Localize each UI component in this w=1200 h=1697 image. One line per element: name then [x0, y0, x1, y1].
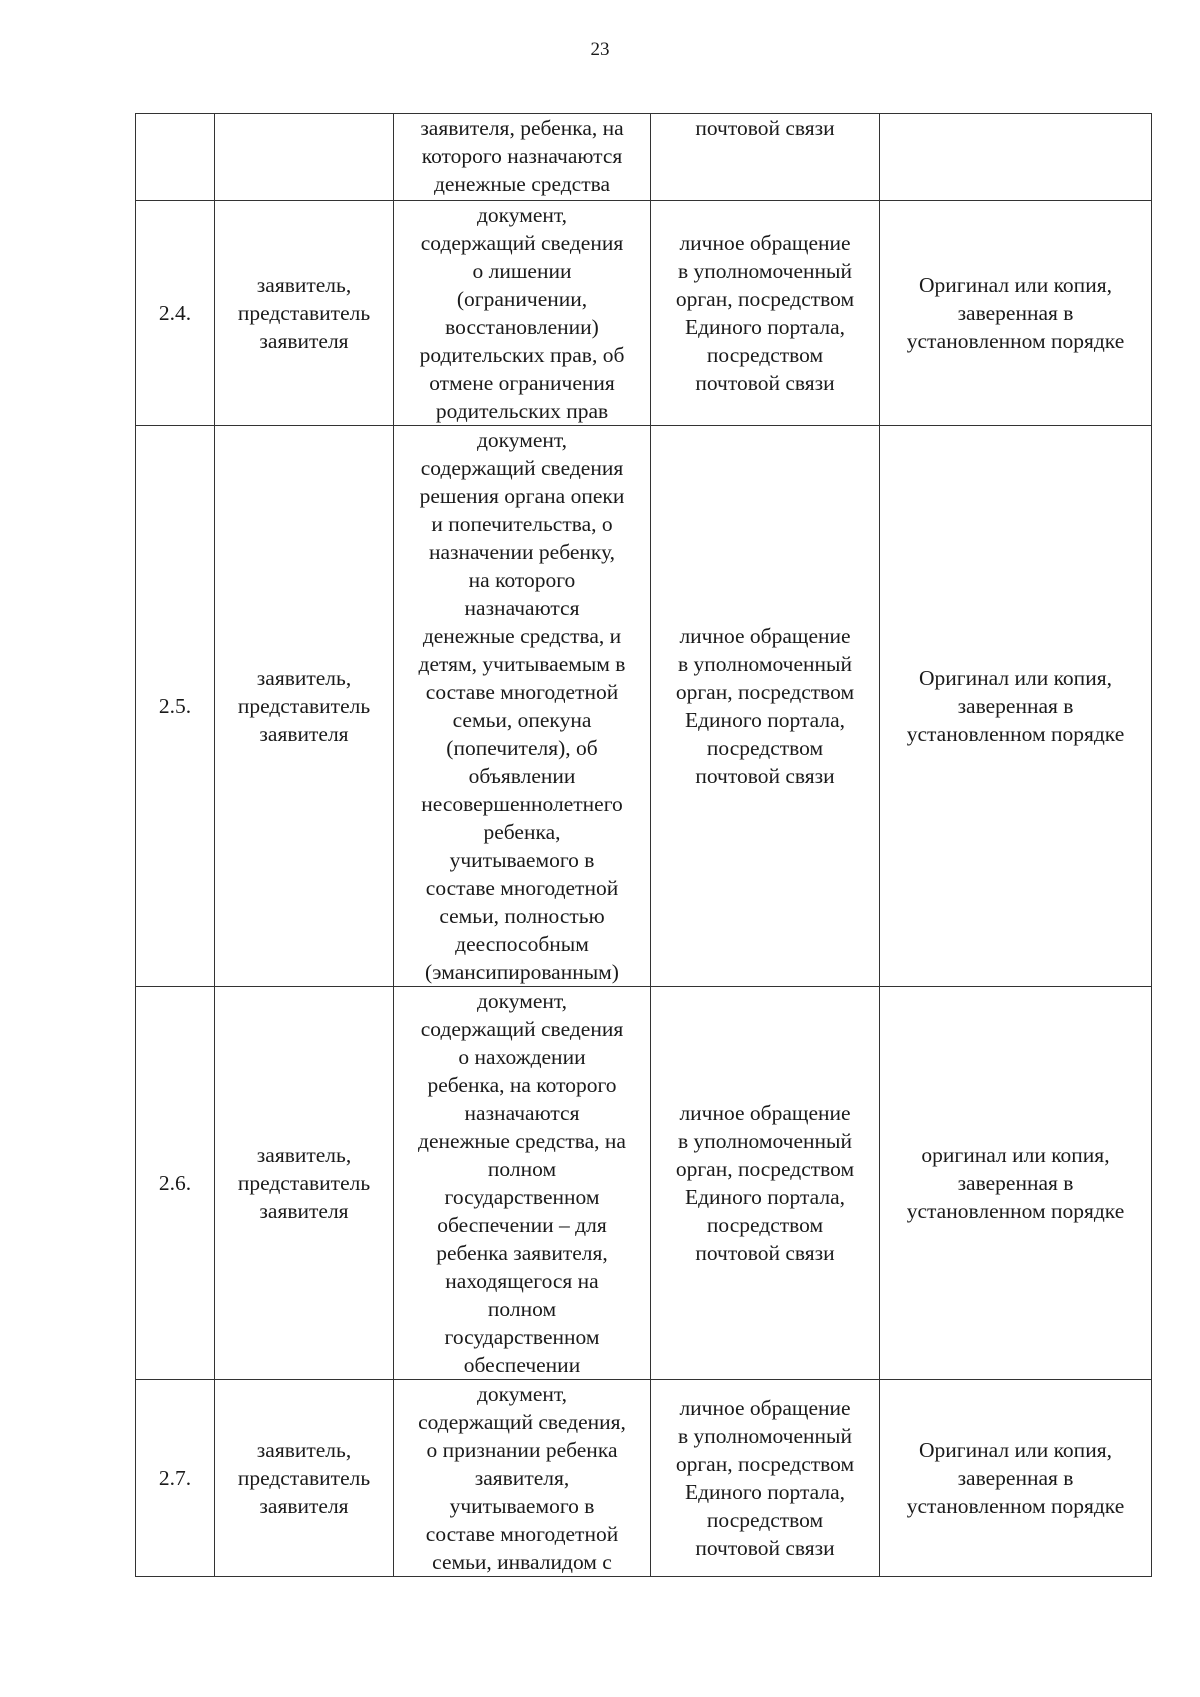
- document-form-cell: [880, 114, 1152, 201]
- document-cell: документ, содержащий сведения, о признании ребенка заявителя, учитываемого в составе многодетной семьи, инвалидом с: [394, 1380, 651, 1577]
- applicant-cell: [215, 114, 394, 201]
- row-number-cell: 2.7.: [136, 1380, 215, 1577]
- row-number-cell: 2.4.: [136, 201, 215, 426]
- document-cell: документ, содержащий сведения о лишении (ограничении, восстановлении) родительских прав, об отмене ограничения родительских прав: [394, 201, 651, 426]
- documents-table: [135, 113, 1152, 1577]
- document-form-cell: Оригинал или копия, заверенная в установленном порядке: [880, 201, 1152, 426]
- applicant-cell: заявитель, представитель заявителя: [215, 426, 394, 987]
- row-number-cell: [136, 114, 215, 201]
- row-number-cell: 2.6.: [136, 987, 215, 1380]
- table-row: [136, 426, 1152, 987]
- submission-method-cell: личное обращение в уполномоченный орган, посредством Единого портала, посредством почтовой связи: [651, 1380, 880, 1577]
- applicant-cell: заявитель, представитель заявителя: [215, 201, 394, 426]
- table-row: [136, 114, 1152, 201]
- submission-method-cell: личное обращение в уполномоченный орган, посредством Единого портала, посредством почтовой связи: [651, 426, 880, 987]
- document-form-cell: оригинал или копия, заверенная в установленном порядке: [880, 987, 1152, 1380]
- table-row: [136, 1380, 1152, 1577]
- document-form-cell: Оригинал или копия, заверенная в установленном порядке: [880, 426, 1152, 987]
- submission-method-cell: личное обращение в уполномоченный орган, посредством Единого портала, посредством почтовой связи: [651, 201, 880, 426]
- document-form-cell: Оригинал или копия, заверенная в установленном порядке: [880, 1380, 1152, 1577]
- applicant-cell: заявитель, представитель заявителя: [215, 987, 394, 1380]
- submission-method-cell: личное обращение в уполномоченный орган, посредством Единого портала, посредством почтовой связи: [651, 987, 880, 1380]
- document-cell: заявителя, ребенка, на которого назначаются денежные средства: [394, 114, 651, 201]
- page-number: 23: [590, 39, 610, 60]
- document-cell: документ, содержащий сведения о нахождении ребенка, на которого назначаются денежные средства, на полном государственном обеспечении – для ребенка заявителя, находящегося на полном государственном обеспечении: [394, 987, 651, 1380]
- row-number-cell: 2.5.: [136, 426, 215, 987]
- applicant-cell: заявитель, представитель заявителя: [215, 1380, 394, 1577]
- document-cell: документ, содержащий сведения решения органа опеки и попечительства, о назначении ребенку, на которого назначаются денежные средства, и детям, учитываемым в составе многодетной семьи, опекуна (попечителя), об объявлении несовершеннолетнего ребенка, учитываемого в составе многодетной семьи, полностью дееспособным (эмансипированным): [394, 426, 651, 987]
- table-row: [136, 201, 1152, 426]
- table-row: [136, 987, 1152, 1380]
- submission-method-cell: почтовой связи: [651, 114, 880, 201]
